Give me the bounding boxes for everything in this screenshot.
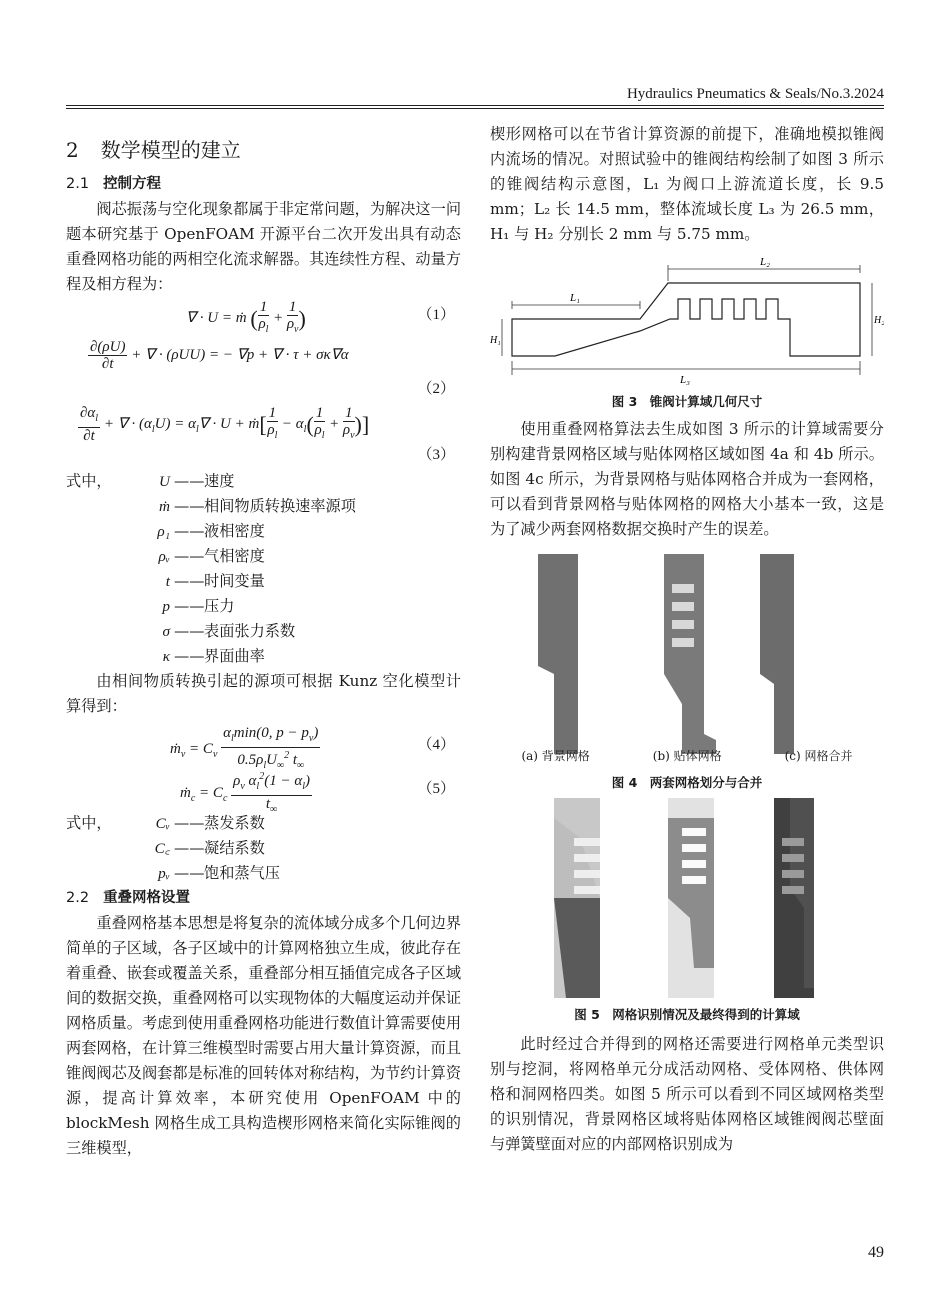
right-column [490, 122, 884, 1157]
header-rule [66, 105, 884, 106]
paragraph: 重叠网格基本思想是将复杂的流体域分成多个几何边界简单的子区域，各子区域中的计算网格独立生成，彼此存在着重叠、嵌套或覆盖关系，重叠部分相互插值完成各子区域间的数据交换，重叠网格可以实现物体的大幅度运动并保证网格质量。考虑到使用重叠网格功能进行数值计算需要使用两套网格，在计算三维模型时需要占用大量计算资源，而且锥阀阀芯及阀套都是标准的回转体对称结构，为节约计算资源，提高计算效率，本研究使用 OpenFOAM 中的 blockMesh 网格生成工具构造楔形网格来简化实际锥阀的三维模型， [66, 914, 461, 1157]
symbol-row: ρᵥ —— 气相密度 [158, 547, 265, 565]
subsection-heading: 2.1 控制方程 [66, 176, 162, 192]
valve-geometry-diagram [490, 251, 884, 389]
journal-info: Hydraulics Pneumatics & Seals/No.3.2024 [626, 86, 884, 102]
symbol-list [66, 469, 461, 669]
symbol-row: κ —— 界面曲率 [162, 647, 265, 665]
mesh-figure-5 [490, 798, 884, 998]
subsection-heading: 2.2 重叠网格设置 [66, 890, 191, 906]
paragraph: 由相间物质转换引起的源项可根据 Kunz 空化模型计算得到： [66, 672, 461, 715]
symbol-row: ṁ —— 相间物质转换速率源项 [159, 497, 356, 515]
symbol-row: pᵥ —— 饱和蒸气压 [158, 864, 280, 882]
symbol-row: ρ₁ —— 液相密度 [157, 522, 265, 540]
svg-text:L₁: L₁ [570, 292, 580, 304]
symbol-row: t —— 时间变量 [165, 572, 265, 590]
svg-text:H₂: H₂ [874, 315, 884, 326]
svg-text:H₁: H₁ [490, 335, 501, 346]
symbol-row: 式中， Cᵥ —— 蒸发系数 [66, 814, 265, 832]
figure-4 [490, 554, 884, 764]
equation-5: ṁ$_c$ = $C_c$ $\frac{\rho_v \alpha_l^2(1 - \alpha_l)}{t_\infty}$ （5） [180, 771, 455, 815]
symbol-row: 式中， U —— 速度 [66, 472, 235, 490]
page-number: 49 [868, 1244, 884, 1261]
section-heading: 2 数学模型的建立 [66, 138, 241, 162]
subcaption-c: (c) 网格合并 [784, 749, 853, 763]
paragraph: 使用重叠网格算法去生成如图 3 所示的计算域需要分别构建背景网格区域与贴体网格区域如图 4a 和 4b 所示。如图 4c 所示，为背景网格与贴体网格合并成为一套网格，可以看到背景网格与贴体网格的网格大小基本一致，这是为了减少两套网格数据交换时产生的误差。 [490, 420, 884, 538]
subcaption-a: (a) 背景网格 [521, 749, 590, 763]
figure-5 [490, 798, 884, 998]
figure-caption: 图 3 锥阀计算域几何尺寸 [611, 394, 763, 409]
equation-3-number: （3） [417, 447, 455, 463]
equation-2-number: （2） [417, 381, 455, 397]
svg-text:L₂: L₂ [760, 256, 770, 268]
subcaption-b: (b) 贴体网格 [652, 749, 722, 763]
figure-caption: 图 4 两套网格划分与合并 [611, 775, 763, 790]
equation-1: ∇ · U = ṁ ( $\frac{1}{\rho_l}$ + $\frac{1}{\rho_v}$ ) （1） [186, 299, 455, 335]
symbol-row: σ —— 表面张力系数 [162, 622, 296, 640]
header-rule-thin [66, 108, 884, 109]
subfigure-labels [490, 744, 884, 769]
figure-caption: 图 5 网格识别情况及最终得到的计算域 [574, 1007, 800, 1022]
equation-4: ṁ$_v$ = $C_v$ $\frac{\alpha_l\min(0, p - p_v)}{0.5\rho_lU_\infty^2 t_\infty}$ （4） [170, 725, 455, 771]
mesh-figure-4 [490, 554, 884, 764]
paragraph: 楔形网格可以在节省计算资源的前提下，准确地模拟锥阀内流场的情况。对照试验中的锥阀结构绘制了如图 3 所示的锥阀结构示意图，L₁ 为阀口上游流道长度，长 9.5 mm；L₂ 长 14.5 mm，整体流域长度 L₃ 为 26.5 mm，H₁ 与 H₂ 分别长 2 mm 与 5.75 mm。 [490, 125, 884, 243]
symbol-row: p —— 压力 [162, 597, 235, 615]
svg-text:L₃: L₃ [680, 374, 690, 386]
paragraph: 此时经过合并得到的网格还需要进行网格单元类型识别与挖洞，将网格单元分成活动网格、受体网格、供体网格和洞网格四类。如图 5 所示可以看到不同区域网格类型的识别情况，背景网格区域将贴体网格区域锥阀阀芯壁面与弹簧壁面对应的内部网格识别成为 [490, 1035, 884, 1153]
equation-3: $\frac{\partial\alpha_l}{\partial t}$ + ∇ · $(\alpha_lU) = \alpha_l\nabla \cdot U$ + ṁ[ $\frac{1}{\rho_l}$ − $\alpha_l$( $\frac{1}{\rho_l}$ + $\frac{1}{\rho_v}$ )] [80, 405, 370, 444]
symbol-list-2 [66, 811, 461, 886]
paragraph: 阀芯振荡与空化现象都属于非定常问题，为解决这一问题本研究基于 OpenFOAM 开源平台二次开发出具有动态重叠网格功能的两相空化流求解器。其连续性方程、动量方程及相方程为： [66, 200, 461, 293]
symbol-row: C꜀ —— 凝结系数 [154, 839, 265, 857]
figure-3 [490, 251, 884, 389]
left-column [66, 122, 461, 1161]
equation-2: $\frac{\partial(\rho U)}{\partial t}$ + ∇ · (ρUU) = − ∇p + ∇ · τ + σκ∇α [90, 339, 349, 372]
